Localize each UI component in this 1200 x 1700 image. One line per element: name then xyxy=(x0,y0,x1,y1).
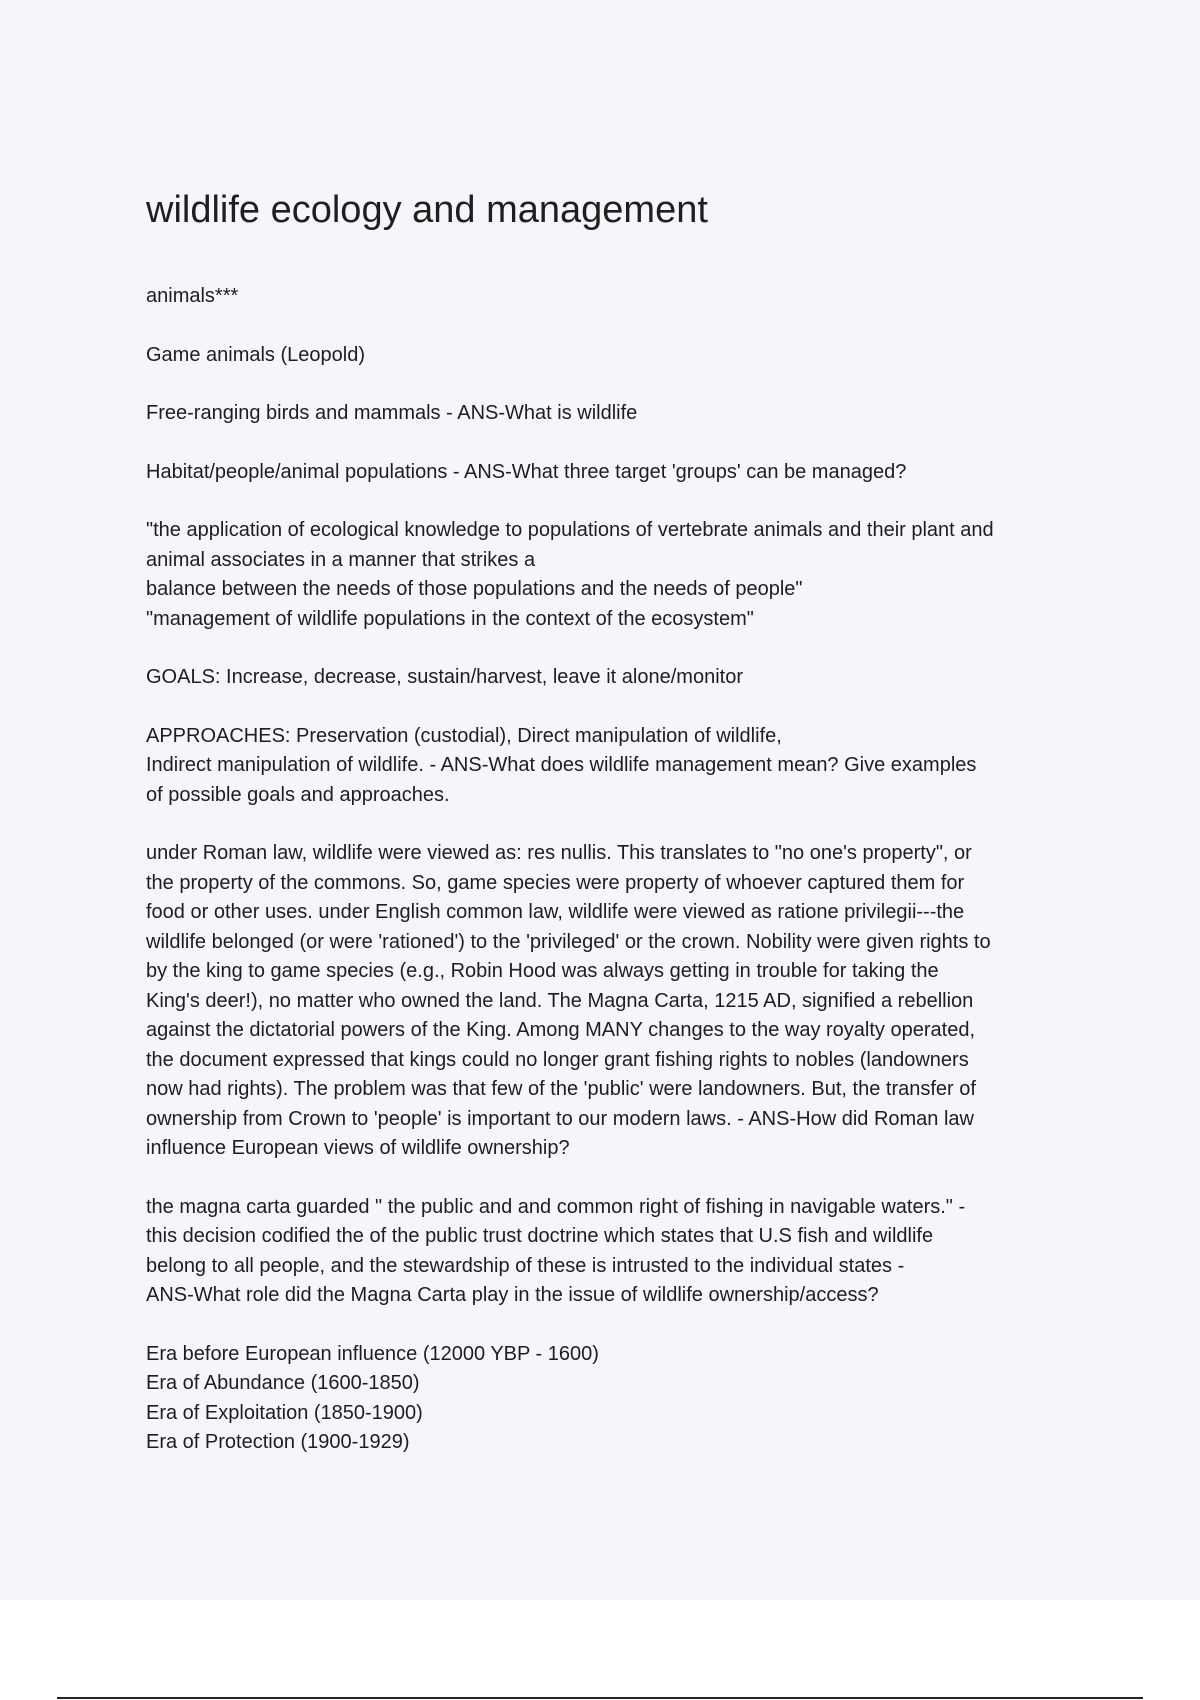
text-line: ownership from Crown to 'people' is important to our modern laws. - ANS-How did Roman law xyxy=(146,1107,974,1130)
document-title: wildlife ecology and management xyxy=(146,189,708,231)
text-line: GOALS: Increase, decrease, sustain/harvest, leave it alone/monitor xyxy=(146,666,743,688)
text-line: ANS-What role did the Magna Carta play in the issue of wildlife ownership/access? xyxy=(146,1284,879,1306)
document-content xyxy=(146,182,1096,1487)
paragraph-approaches xyxy=(146,722,1096,811)
text-line: Indirect manipulation of wildlife. - ANS-What does wildlife management mean? Give examples xyxy=(146,754,977,776)
text-line: now had rights). The problem was that few of the 'public' were landowners. But, the transfer of xyxy=(146,1078,976,1100)
paragraph-goals xyxy=(146,663,1096,693)
paragraph-game-animals xyxy=(146,341,1096,371)
text-line: influence European views of wildlife ownership? xyxy=(146,1137,570,1159)
text-line: King's deer!), no matter who owned the land. The Magna Carta, 1215 AD, signified a rebellion xyxy=(146,989,974,1012)
paragraph-magna-carta xyxy=(146,1193,1096,1311)
text-line: the magna carta guarded " the public and and common right of fishing in navigable waters." - xyxy=(146,1195,966,1218)
paragraph-eras xyxy=(146,1340,1096,1458)
paragraph-what-is-wildlife xyxy=(146,399,1096,429)
text-line: by the king to game species (e.g., Robin Hood was always getting in trouble for taking the xyxy=(146,960,939,982)
text-line: balance between the needs of those populations and the needs of people" xyxy=(146,578,803,600)
text-line: "the application of ecological knowledge to populations of vertebrate animals and their plant and xyxy=(146,519,994,541)
paragraph-animals xyxy=(146,282,1096,312)
text-line: food or other uses. under English common law, wildlife were viewed as ratione privilegii---the xyxy=(146,901,965,923)
text-line: animals*** xyxy=(146,285,239,307)
text-line: belong to all people, and the stewardship of these is intrusted to the individual states - xyxy=(146,1254,905,1277)
text-line: "management of wildlife populations in the context of the ecosystem" xyxy=(146,607,754,630)
text-line: the property of the commons. So, game species were property of whoever captured them for xyxy=(146,871,965,894)
text-line: Game animals (Leopold) xyxy=(146,343,365,366)
text-line: Free-ranging birds and mammals - ANS-What is wildlife xyxy=(146,402,638,424)
text-line: under Roman law, wildlife were viewed as: res nullis. This translates to "no one's property", or xyxy=(146,842,972,864)
text-line: APPROACHES: Preservation (custodial), Direct manipulation of wildlife, xyxy=(146,724,782,747)
text-line: wildlife belonged (or were 'rationed') to the 'privileged' or the crown. Nobility were given rights to xyxy=(146,930,991,953)
text-line: of possible goals and approaches. xyxy=(146,783,450,806)
paragraph-roman-law xyxy=(146,839,1096,1164)
text-line: Era of Exploitation (1850-1900) xyxy=(146,1401,423,1424)
text-line: Era of Protection (1900-1929) xyxy=(146,1431,410,1453)
paragraph-target-groups xyxy=(146,458,1096,488)
text-line: Era of Abundance (1600-1850) xyxy=(146,1372,420,1394)
text-line: against the dictatorial powers of the King. Among MANY changes to the way royalty operated, xyxy=(146,1019,975,1041)
footer-divider xyxy=(57,1697,1143,1699)
text-line: animal associates in a manner that strikes a xyxy=(146,548,536,571)
text-line: Habitat/people/animal populations - ANS-What three target 'groups' can be managed? xyxy=(146,460,907,483)
text-line: the document expressed that kings could no longer grant fishing rights to nobles (landowners xyxy=(146,1048,969,1071)
text-line: Era before European influence (12000 YBP - 1600) xyxy=(146,1342,599,1365)
paragraph-definition xyxy=(146,516,1096,634)
text-line: this decision codified the of the public trust doctrine which states that U.S fish and wildlife xyxy=(146,1225,934,1247)
